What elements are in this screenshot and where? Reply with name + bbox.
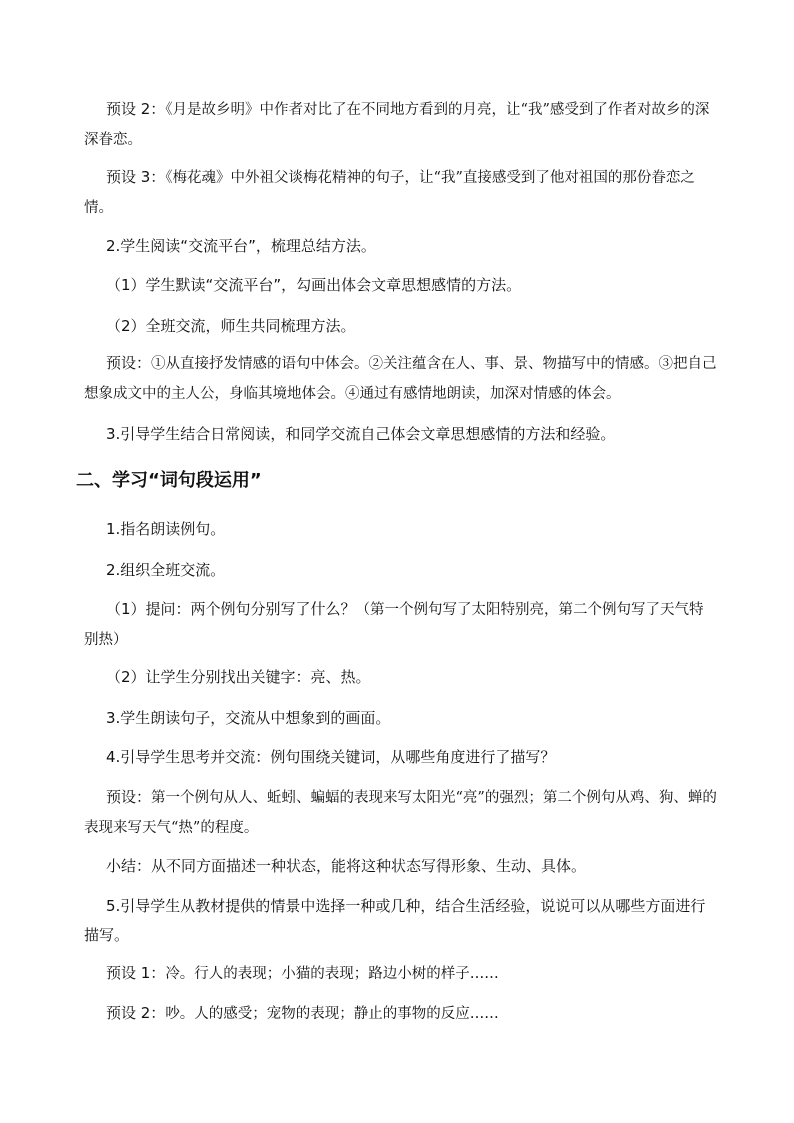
section-heading: 二、学习“词句段运用” xyxy=(76,470,262,491)
preset-text: 《梅花魂》中外祖父谈梅花精神的句子，让“我”直接感受到了他对祖国的那份眷恋之情。 xyxy=(84,170,695,216)
paragraph-preset-methods xyxy=(84,349,718,409)
question-answer: （第一个例句写了太阳特别亮，第二个例句写了天气特别热） xyxy=(84,602,704,648)
preset-text: 吵。人的感受；宠物的表现；静止的事物的反应…… xyxy=(165,1006,499,1022)
preset-text: 冷。行人的表现；小猫的表现；路边小树的样子…… xyxy=(165,966,499,982)
preset-label: 预设： xyxy=(106,788,152,806)
paragraph-preset-cold xyxy=(84,959,718,989)
paragraph-preset-2 xyxy=(84,95,718,155)
preset-label: 预设 2： xyxy=(106,1004,166,1022)
paragraph-preset-noisy xyxy=(84,999,718,1029)
preset-label: 预设： xyxy=(106,354,152,372)
step-5-choose-scene: 5.引导学生从教材提供的情景中选择一种或几种，结合生活经验，说说可以从哪些方面进行描写。 xyxy=(84,897,706,944)
summary: 小结：从不同方面描述一种状态，能将这种状态写得形象、生动、具体。 xyxy=(106,857,587,875)
question-label: （1）提问：两个例句分别写了什么？ xyxy=(106,600,356,618)
step-2-class-discussion: 2.组织全班交流。 xyxy=(106,561,226,579)
preset-label: 预设 1： xyxy=(106,964,166,982)
sub-step-1-question xyxy=(84,595,718,655)
sub-step-1-silent-read: （1）学生默读“交流平台”，勾画出体会文章思想感情的方法。 xyxy=(106,276,522,294)
paragraph-preset-examples xyxy=(84,783,718,843)
step-1-read-examples: 1.指名朗读例句。 xyxy=(106,520,226,538)
step-4-think-angles: 4.引导学生思考并交流：例句围绕关键词，从哪些角度进行了描写？ xyxy=(106,748,556,766)
step-2-read-platform: 2.学生阅读“交流平台”，梳理总结方法。 xyxy=(106,237,376,255)
preset-label: 预设 3： xyxy=(106,168,166,186)
preset-text: 《月是故乡明》中作者对比了在不同地方看到的月亮，让“我”感受到了作者对故乡的深深眷恋。 xyxy=(84,102,710,148)
preset-text: ①从直接抒发情感的语句中体会。②关注蕴含在人、事、景、物描写中的情感。③把自己想象成文中的主人公，身临其境地体会。④通过有感情地朗读，加深对情感的体会。 xyxy=(84,356,717,402)
step-3-daily-reading: 3.引导学生结合日常阅读，和同学交流自己体会文章思想感情的方法和经验。 xyxy=(106,425,616,443)
paragraph-preset-3 xyxy=(84,163,718,223)
preset-text: 第一个例句从人、蚯蚓、蝙蝠的表现来写太阳光“亮”的强烈；第二个例句从鸡、狗、蝉的表现来写天气“热”的程度。 xyxy=(84,790,717,836)
sub-step-2-class-share: （2）全班交流，师生共同梳理方法。 xyxy=(106,317,356,335)
sub-step-2-keywords: （2）让学生分别找出关键字：亮、热。 xyxy=(106,668,371,686)
step-3-imagine-scene: 3.学生朗读句子，交流从中想象到的画面。 xyxy=(106,709,391,727)
preset-label: 预设 2： xyxy=(106,100,166,118)
